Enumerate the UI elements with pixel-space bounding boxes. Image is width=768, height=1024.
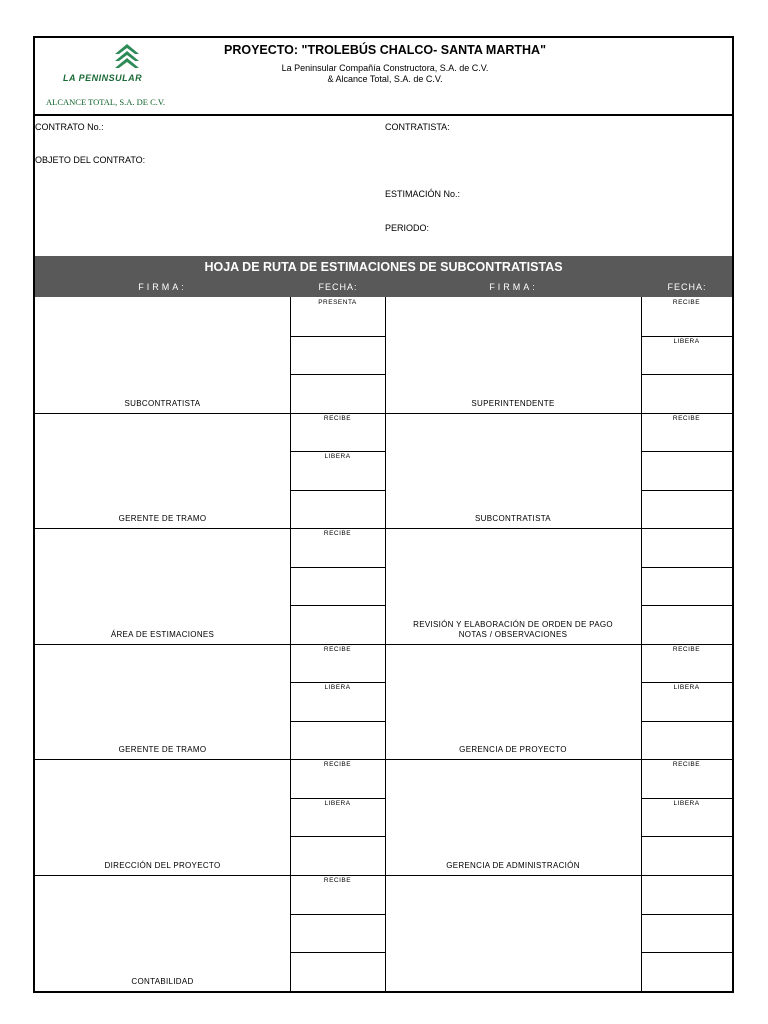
section-divider bbox=[35, 759, 732, 760]
company-line-1: La Peninsular Compañía Constructora, S.A. de C.V. bbox=[281, 63, 489, 73]
right-signature-label: SUBCONTRATISTA bbox=[475, 514, 551, 524]
fecha-right-cell-line bbox=[641, 682, 732, 683]
right-signature-label: SUPERINTENDENTE bbox=[471, 398, 555, 408]
logo-brand-text: LA PENINSULAR bbox=[63, 73, 143, 83]
company-line-2: & Alcance Total, S.A. de C.V. bbox=[327, 74, 443, 84]
right-signature-label: GERENCIA DE ADMINISTRACIÓN bbox=[446, 861, 580, 870]
left-signature-label: CONTABILIDAD bbox=[131, 976, 194, 986]
fecha-right-cell-line bbox=[641, 451, 732, 452]
section-divider bbox=[35, 875, 732, 876]
fecha-left-cell-line bbox=[290, 374, 385, 375]
fecha-right-cell-line bbox=[641, 836, 732, 837]
fecha-right-cell-line bbox=[641, 952, 732, 953]
firma-left-header: FIRMA: bbox=[138, 282, 187, 292]
fecha-left-cell-line bbox=[290, 721, 385, 722]
left-status-tag: LIBERA bbox=[324, 684, 351, 692]
right-signature-label: GERENCIA DE PROYECTO bbox=[459, 745, 567, 755]
estimate-number-label: ESTIMACIÓN No.: bbox=[385, 189, 461, 199]
left-status-tag: RECIBE bbox=[323, 645, 352, 653]
contract-object-label: OBJETO DEL CONTRATO: bbox=[35, 155, 146, 165]
fecha-right-cell-line bbox=[641, 336, 732, 337]
left-status-tag: RECIBE bbox=[323, 761, 352, 769]
fecha-right-cell-line bbox=[641, 914, 732, 915]
left-status-tag: RECIBE bbox=[323, 530, 352, 538]
signature-grid bbox=[35, 297, 732, 991]
right-status-tag: RECIBE bbox=[672, 645, 701, 653]
left-signature-label: GERENTE DE TRAMO bbox=[118, 745, 207, 755]
fecha-left-cell-line bbox=[290, 952, 385, 953]
section-divider bbox=[35, 644, 732, 645]
fecha-left-cell-line bbox=[290, 336, 385, 337]
contract-number-label: CONTRATO No.: bbox=[35, 122, 104, 132]
fecha-left-cell-line bbox=[290, 605, 385, 606]
fecha-right-cell-line bbox=[641, 798, 732, 799]
project-title: PROYECTO: "TROLEBÚS CHALCO- SANTA MARTHA" bbox=[223, 43, 547, 57]
fecha-left-header: FECHA: bbox=[318, 282, 358, 292]
fecha-right-cell-line bbox=[641, 567, 732, 568]
route-sheet-title: HOJA DE RUTA DE ESTIMACIONES DE SUBCONTRATISTAS bbox=[35, 256, 732, 278]
fecha-left-cell-line bbox=[290, 914, 385, 915]
fecha-left-cell-line bbox=[290, 567, 385, 568]
fecha-left-cell-line bbox=[290, 798, 385, 799]
left-status-tag: PRESENTA bbox=[318, 299, 357, 306]
fecha-left-cell-line bbox=[290, 682, 385, 683]
fecha-left-cell-line bbox=[290, 451, 385, 452]
left-signature-label: GERENTE DE TRAMO bbox=[118, 514, 207, 524]
column-header-bar bbox=[35, 278, 732, 297]
right-status-tag: LIBERA bbox=[673, 799, 700, 807]
right-status-tag: RECIBE bbox=[672, 299, 701, 306]
section-divider bbox=[35, 413, 732, 414]
period-label: PERIODO: bbox=[385, 223, 430, 233]
left-status-tag: RECIBE bbox=[323, 877, 352, 884]
logo-company-text: ALCANCE TOTAL, S.A. DE C.V. bbox=[46, 97, 166, 107]
right-status-tag: RECIBE bbox=[672, 761, 701, 769]
left-signature-label: DIRECCIÓN DEL PROYECTO bbox=[104, 861, 221, 870]
form-header bbox=[35, 38, 732, 116]
right-signature-label: NOTAS / OBSERVACIONES bbox=[458, 629, 568, 639]
right-status-tag: LIBERA bbox=[673, 337, 700, 345]
route-sheet-form bbox=[33, 36, 734, 993]
fecha-right-header: FECHA: bbox=[667, 282, 707, 292]
left-status-tag: LIBERA bbox=[324, 799, 351, 807]
section-divider bbox=[35, 528, 732, 529]
left-signature-label: ÁREA DE ESTIMACIONES bbox=[110, 629, 215, 639]
right-status-tag: RECIBE bbox=[672, 414, 701, 422]
fecha-right-cell-line bbox=[641, 605, 732, 606]
fecha-left-cell-line bbox=[290, 836, 385, 837]
left-signature-label: SUBCONTRATISTA bbox=[124, 398, 201, 408]
fecha-right-cell-line bbox=[641, 721, 732, 722]
firma-right-header: FIRMA: bbox=[489, 282, 538, 292]
fecha-right-cell-line bbox=[641, 374, 732, 375]
fecha-right-cell-line bbox=[641, 490, 732, 491]
contract-info bbox=[35, 116, 732, 256]
contractor-label: CONTRATISTA: bbox=[385, 122, 450, 132]
right-status-tag: LIBERA bbox=[673, 684, 700, 692]
left-status-tag: RECIBE bbox=[323, 414, 352, 422]
right-signature-label-line1: REVISIÓN Y ELABORACIÓN DE ORDEN DE PAGO bbox=[413, 619, 613, 629]
left-status-tag: LIBERA bbox=[324, 453, 351, 461]
fecha-left-cell-line bbox=[290, 490, 385, 491]
